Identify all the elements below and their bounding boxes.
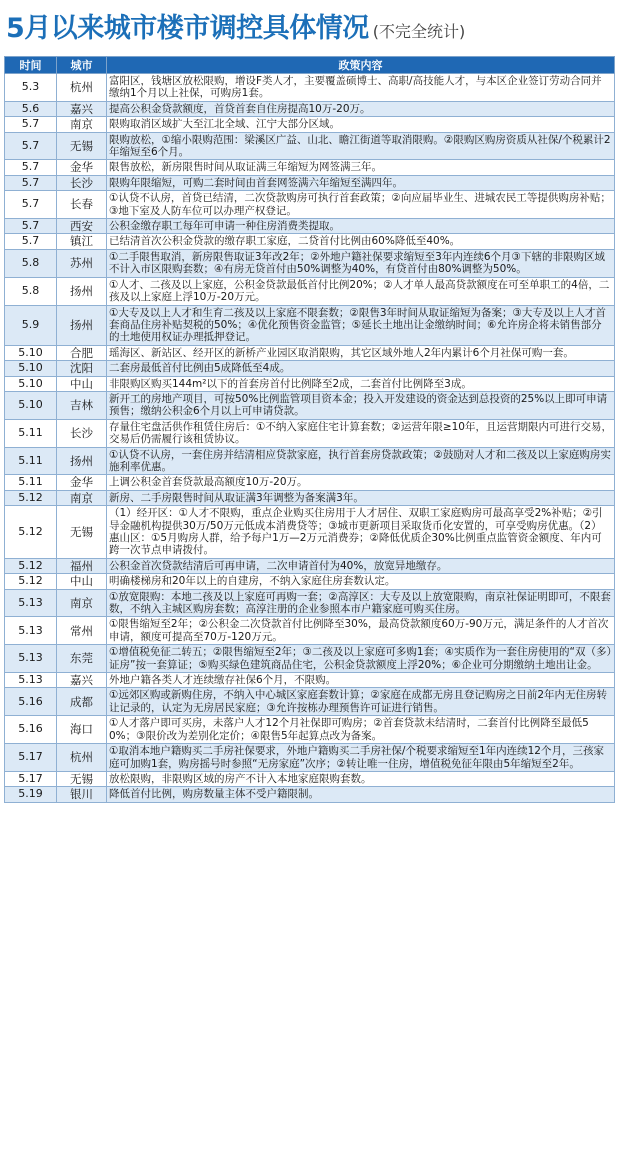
city-cell: 金华 bbox=[57, 160, 107, 175]
content-cell: ①二手限售取消，新房限售取证3年改2年；②外地户籍社保要求缩短至3年内连续6个月③下辖的非限购区域不计入市区限购套数；④有房无贷首付由50%调整为40%，有贷首付由80%调整为50%。 bbox=[107, 249, 615, 277]
city-cell: 合肥 bbox=[57, 345, 107, 360]
content-cell: 公积金缴存职工每年可申请一种住房消费类提取。 bbox=[107, 219, 615, 234]
city-cell: 长沙 bbox=[57, 419, 107, 447]
date-cell: 5.13 bbox=[5, 617, 57, 645]
date-cell: 5.8 bbox=[5, 249, 57, 277]
header-city: 城市 bbox=[57, 57, 107, 74]
content-cell: 非限购区购买144m²以下的首套房首付比例降至2成，二套首付比例降至3成。 bbox=[107, 376, 615, 391]
city-cell: 常州 bbox=[57, 617, 107, 645]
content-cell: 上调公积金首套贷款最高额度10万-20万。 bbox=[107, 475, 615, 490]
content-cell: 二套房最低首付比例由5成降低至4成。 bbox=[107, 361, 615, 376]
content-cell: 富阳区，钱塘区放松限购，增设F类人才，主要覆盖硕博士、高职/高技能人才，与本区企业签订劳动合同并缴纳1个月以上社保，可购房1套。 bbox=[107, 74, 615, 102]
date-cell: 5.7 bbox=[5, 160, 57, 175]
date-cell: 5.19 bbox=[5, 787, 57, 802]
page-title bbox=[6, 6, 612, 50]
table-row bbox=[5, 771, 615, 786]
city-cell: 长春 bbox=[57, 191, 107, 219]
content-cell: ①认贷不认房，一套住房并结清相应贷款家庭，执行首套房贷款政策；②鼓励对人才和二孩及以上家庭购房实施利率优惠。 bbox=[107, 447, 615, 475]
table-row bbox=[5, 305, 615, 345]
content-cell: ①认贷不认房，首贷已结清，二次贷款购房可执行首套政策；②向应届毕业生、进城农民工等提供购房补贴；③地下室及人防车位可以办理产权登记。 bbox=[107, 191, 615, 219]
city-cell: 南京 bbox=[57, 589, 107, 617]
date-cell: 5.7 bbox=[5, 132, 57, 160]
city-cell: 无锡 bbox=[57, 132, 107, 160]
table-row bbox=[5, 160, 615, 175]
table-row bbox=[5, 744, 615, 772]
table-row bbox=[5, 787, 615, 802]
table-row bbox=[5, 345, 615, 360]
city-cell: 南京 bbox=[57, 490, 107, 505]
table-row bbox=[5, 447, 615, 475]
date-cell: 5.12 bbox=[5, 490, 57, 505]
date-cell: 5.3 bbox=[5, 74, 57, 102]
city-cell: 苏州 bbox=[57, 249, 107, 277]
table-row bbox=[5, 716, 615, 744]
city-cell: 嘉兴 bbox=[57, 673, 107, 688]
date-cell: 5.13 bbox=[5, 673, 57, 688]
content-cell: 限购年限缩短，可购二套时间由首套网签满六年缩短至满四年。 bbox=[107, 175, 615, 190]
table-row bbox=[5, 673, 615, 688]
table-row bbox=[5, 688, 615, 716]
date-cell: 5.13 bbox=[5, 645, 57, 673]
date-cell: 5.16 bbox=[5, 688, 57, 716]
city-cell: 长沙 bbox=[57, 175, 107, 190]
content-cell: ①限售缩短至2年；②公积金二次贷款首付比例降至30%，最高贷款额度60万-90万元，满足条件的人才首次申请，额度可提高至70万-120万元。 bbox=[107, 617, 615, 645]
city-cell: 扬州 bbox=[57, 447, 107, 475]
table-row bbox=[5, 175, 615, 190]
city-cell: 南京 bbox=[57, 117, 107, 132]
table-row bbox=[5, 277, 615, 305]
content-cell: 明确楼梯房和20年以上的自建房，不纳入家庭住房套数认定。 bbox=[107, 574, 615, 589]
table-row bbox=[5, 475, 615, 490]
city-cell: 成都 bbox=[57, 688, 107, 716]
table-row bbox=[5, 101, 615, 116]
table-row bbox=[5, 132, 615, 160]
city-cell: 扬州 bbox=[57, 277, 107, 305]
city-cell: 海口 bbox=[57, 716, 107, 744]
content-cell: 瑶海区、新站区、经开区的新桥产业园区取消限购，其它区域外地人2年内累计6个月社保可购一套。 bbox=[107, 345, 615, 360]
city-cell: 银川 bbox=[57, 787, 107, 802]
table-row bbox=[5, 191, 615, 219]
table-row bbox=[5, 574, 615, 589]
date-cell: 5.10 bbox=[5, 345, 57, 360]
city-cell: 沈阳 bbox=[57, 361, 107, 376]
content-cell: 新开工的房地产项目，可按50%比例监管项目资本金；投入开发建设的资金达到总投资的25%以上即可申请预售；缴纳公积金6个月以上可申请贷款。 bbox=[107, 391, 615, 419]
city-cell: 中山 bbox=[57, 376, 107, 391]
date-cell: 5.12 bbox=[5, 558, 57, 573]
city-cell: 福州 bbox=[57, 558, 107, 573]
date-cell: 5.17 bbox=[5, 771, 57, 786]
city-cell: 嘉兴 bbox=[57, 101, 107, 116]
city-cell: 金华 bbox=[57, 475, 107, 490]
content-cell: ①增值税免征二转五；②限售缩短至2年；③二孩及以上家庭可多购1套；④实质作为一套住房使用的“双（多）证房”按一套算证；⑤购买绿色建筑商品住宅，公积金贷款额度上浮20%；⑥企业可分期缴纳土地出让金。 bbox=[107, 645, 615, 673]
content-cell: 放松限购，非限购区域的房产不计入本地家庭限购套数。 bbox=[107, 771, 615, 786]
date-cell: 5.13 bbox=[5, 589, 57, 617]
date-cell: 5.10 bbox=[5, 361, 57, 376]
content-cell: 限购取消区域扩大至江北全域、江宁大部分区域。 bbox=[107, 117, 615, 132]
table-row bbox=[5, 376, 615, 391]
content-cell: 公积金首次贷款结清后可再申请，二次申请首付为40%，放宽异地缴存。 bbox=[107, 558, 615, 573]
city-cell: 吉林 bbox=[57, 391, 107, 419]
content-cell: ①大专及以上人才和生育二孩及以上家庭不限套数；②限售3年时间从取证缩短为备案；③大专及以上人才首套商品住房补贴契税的50%；④优化预售资金监管；⑤延长土地出让金缴纳时间；⑥允许房企将未销售部分的土地使用权证办理抵押登记。 bbox=[107, 305, 615, 345]
date-cell: 5.12 bbox=[5, 574, 57, 589]
date-cell: 5.9 bbox=[5, 305, 57, 345]
table-row bbox=[5, 219, 615, 234]
content-cell: 提高公积金贷款额度，首贷首套自住房提高10万-20万。 bbox=[107, 101, 615, 116]
city-cell: 中山 bbox=[57, 574, 107, 589]
content-cell: 新房、二手房限售时间从取证满3年调整为备案满3年。 bbox=[107, 490, 615, 505]
header-content: 政策内容 bbox=[107, 57, 615, 74]
table-row bbox=[5, 617, 615, 645]
date-cell: 5.11 bbox=[5, 419, 57, 447]
date-cell: 5.11 bbox=[5, 475, 57, 490]
table-row bbox=[5, 74, 615, 102]
table-row bbox=[5, 249, 615, 277]
city-cell: 杭州 bbox=[57, 74, 107, 102]
content-cell: ①远郊区购或新购住房，不纳入中心城区家庭套数计算；②家庭在成都无房且登记购房之日前2年内无住房转让记录的，认定为无房居民家庭；③允许按栋办理预售许可证进行销售。 bbox=[107, 688, 615, 716]
content-cell: 存量住宅盘活供作租赁住房后：①不纳入家庭住宅计算套数；②运营年限≥10年，且运营期限内可进行交易，交易后仍需履行该租赁协议。 bbox=[107, 419, 615, 447]
table-row bbox=[5, 558, 615, 573]
city-cell: 东莞 bbox=[57, 645, 107, 673]
date-cell: 5.10 bbox=[5, 391, 57, 419]
city-cell: 镇江 bbox=[57, 234, 107, 249]
content-cell: （1）经开区：①人才不限购，重点企业购买住房用于人才居住、双职工家庭购房可最高享受2%补贴；②引导金融机构提供30万/50万元低成本消费贷等；③城市更新项目采取货币化安置的，可享受购房优惠。（2）惠山区：①5月购房人群，给予每户1万—2万元消费券；②降低优质企30%比例重点监管资金额度、年内可跨一次节点申请拨付。 bbox=[107, 506, 615, 559]
content-cell: 外地户籍各类人才连续缴存社保6个月，不限购。 bbox=[107, 673, 615, 688]
city-cell: 无锡 bbox=[57, 771, 107, 786]
title-sub: (不完全统计) bbox=[372, 22, 466, 41]
content-cell: ①取消本地户籍购买二手房社保要求，外地户籍购买二手房社保/个税要求缩短至1年内连续12个月，三孩家庭可加购1套，购房摇号时参照“无房家庭”次序；②转让唯一住房，增值税免征年限由5年缩短至2年。 bbox=[107, 744, 615, 772]
date-cell: 5.7 bbox=[5, 117, 57, 132]
date-cell: 5.7 bbox=[5, 175, 57, 190]
date-cell: 5.8 bbox=[5, 277, 57, 305]
content-cell: ①放宽限购：本地二孩及以上家庭可再购一套；②高淳区：大专及以上放宽限购，南京社保证明即可，不限套数，不纳入主城区购房套数；高淳注册的企业参照本市户籍家庭可购买住房。 bbox=[107, 589, 615, 617]
date-cell: 5.17 bbox=[5, 744, 57, 772]
header-date: 时间 bbox=[5, 57, 57, 74]
date-cell: 5.12 bbox=[5, 506, 57, 559]
table-header-row bbox=[5, 57, 615, 74]
city-cell: 杭州 bbox=[57, 744, 107, 772]
date-cell: 5.16 bbox=[5, 716, 57, 744]
table-row bbox=[5, 419, 615, 447]
city-cell: 西安 bbox=[57, 219, 107, 234]
content-cell: 限售放松，新房限售时间从取证满三年缩短为网签满三年。 bbox=[107, 160, 615, 175]
table-row bbox=[5, 506, 615, 559]
title-main: 5月以来城市楼市调控具体情况 bbox=[6, 13, 369, 44]
table-body bbox=[5, 74, 615, 803]
table-row bbox=[5, 490, 615, 505]
content-cell: ①人才落户即可买房，未落户人才12个月社保即可购房；②首套贷款未结清时，二套首付比例降至最低50%；③限价改为差别化定价；④限售5年起算点改为备案。 bbox=[107, 716, 615, 744]
table-row bbox=[5, 645, 615, 673]
date-cell: 5.7 bbox=[5, 219, 57, 234]
table-row bbox=[5, 589, 615, 617]
table-row bbox=[5, 234, 615, 249]
date-cell: 5.10 bbox=[5, 376, 57, 391]
date-cell: 5.7 bbox=[5, 234, 57, 249]
table-row bbox=[5, 117, 615, 132]
city-cell: 无锡 bbox=[57, 506, 107, 559]
content-cell: 已结清首次公积金贷款的缴存职工家庭，二贷首付比例由60%降低至40%。 bbox=[107, 234, 615, 249]
table-row bbox=[5, 391, 615, 419]
content-cell: 降低首付比例，购房数量主体不受户籍限制。 bbox=[107, 787, 615, 802]
table-row bbox=[5, 361, 615, 376]
content-cell: ①人才、二孩及以上家庭，公积金贷款最低首付比例20%；②人才单人最高贷款额度在可至单职工的4倍，二孩及以上家庭上浮10万-20万元。 bbox=[107, 277, 615, 305]
content-cell: 限购放松，①缩小限购范围：梁溪区广益、山北、瞻江街道等取消限购。②限购区购房资质从社保/个税累计2年缩短至6个月。 bbox=[107, 132, 615, 160]
date-cell: 5.7 bbox=[5, 191, 57, 219]
policy-table bbox=[4, 56, 615, 803]
date-cell: 5.11 bbox=[5, 447, 57, 475]
date-cell: 5.6 bbox=[5, 101, 57, 116]
city-cell: 扬州 bbox=[57, 305, 107, 345]
